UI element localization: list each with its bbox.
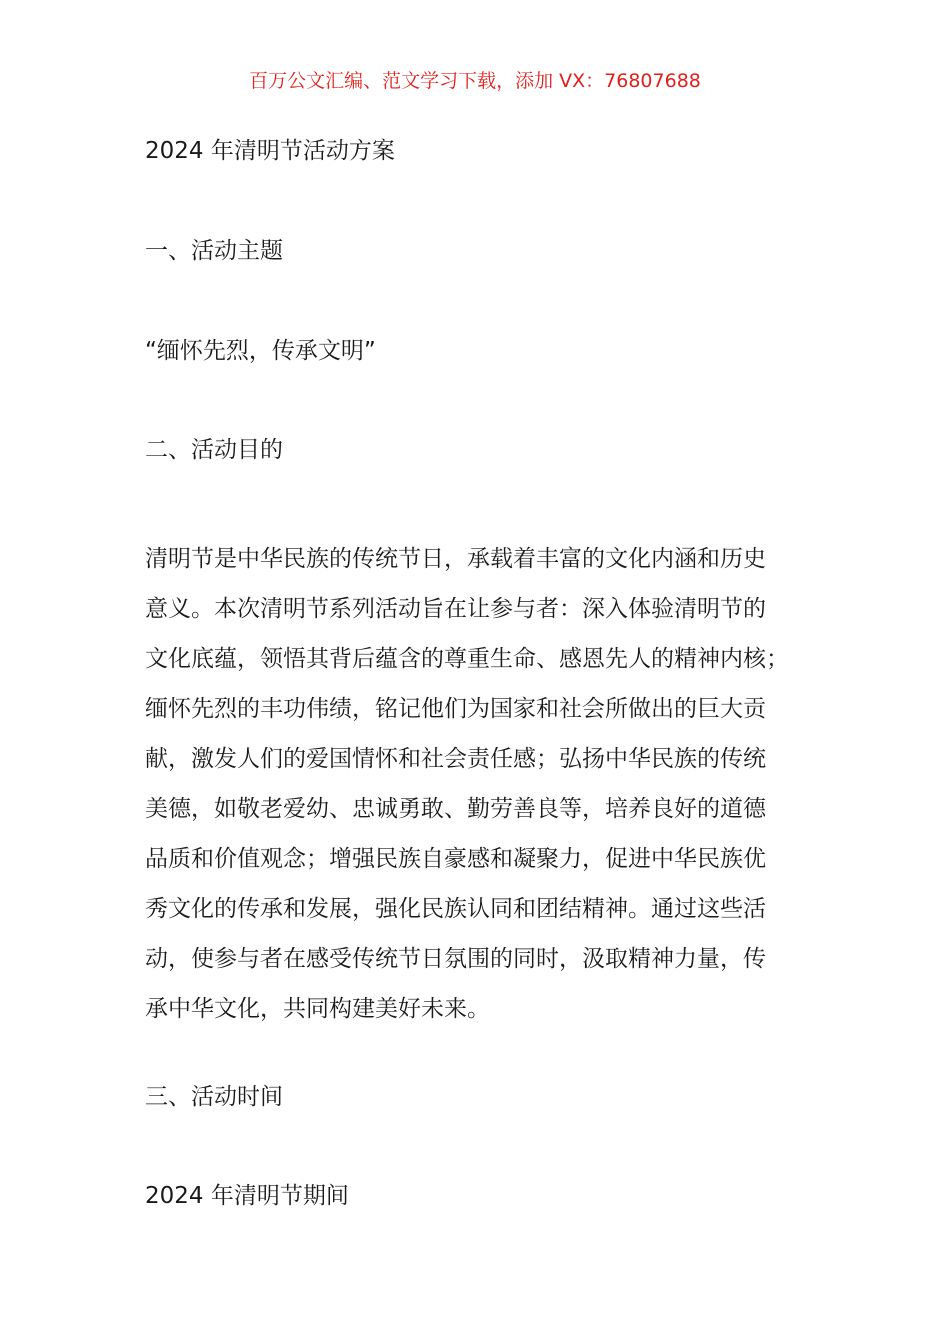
paragraph-line: 秀文化的传承和发展，强化民族认同和团结精神。通过这些活 (145, 896, 766, 922)
paragraph-line: 意义。本次清明节系列活动旨在让参与者：深入体验清明节的 (145, 596, 766, 622)
section-heading-time: 三、活动时间 (145, 1084, 283, 1110)
paragraph-line: 美德，如敬老爱幼、忠诚勇敢、勤劳善良等，培养良好的道德 (145, 796, 766, 822)
theme-slogan: “缅怀先烈，传承文明” (145, 338, 376, 364)
section-heading-purpose: 二、活动目的 (145, 437, 283, 463)
paragraph-line: 缅怀先烈的丰功伟绩，铭记他们为国家和社会所做出的巨大贡 (145, 696, 766, 722)
paragraph-line: 文化底蕴，领悟其背后蕴含的尊重生命、感恩先人的精神内核； (145, 646, 789, 672)
promo-banner: 百万公文汇编、范文学习下载，添加 VX：76807688 (249, 70, 701, 92)
paragraph-line: 清明节是中华民族的传统节日，承载着丰富的文化内涵和历史 (145, 546, 766, 572)
purpose-paragraph (145, 534, 845, 1034)
paragraph-line: 动，使参与者在感受传统节日氛围的同时，汲取精神力量，传 (145, 946, 766, 972)
document-title: 2024 年清明节活动方案 (145, 138, 395, 164)
paragraph-line: 品质和价值观念；增强民族自豪感和凝聚力，促进中华民族优 (145, 846, 766, 872)
paragraph-line: 献，激发人们的爱国情怀和社会责任感；弘扬中华民族的传统 (145, 746, 766, 772)
activity-time: 2024 年清明节期间 (145, 1183, 349, 1209)
section-heading-theme: 一、活动主题 (145, 238, 283, 264)
paragraph-line: 承中华文化，共同构建美好未来。 (145, 996, 490, 1022)
